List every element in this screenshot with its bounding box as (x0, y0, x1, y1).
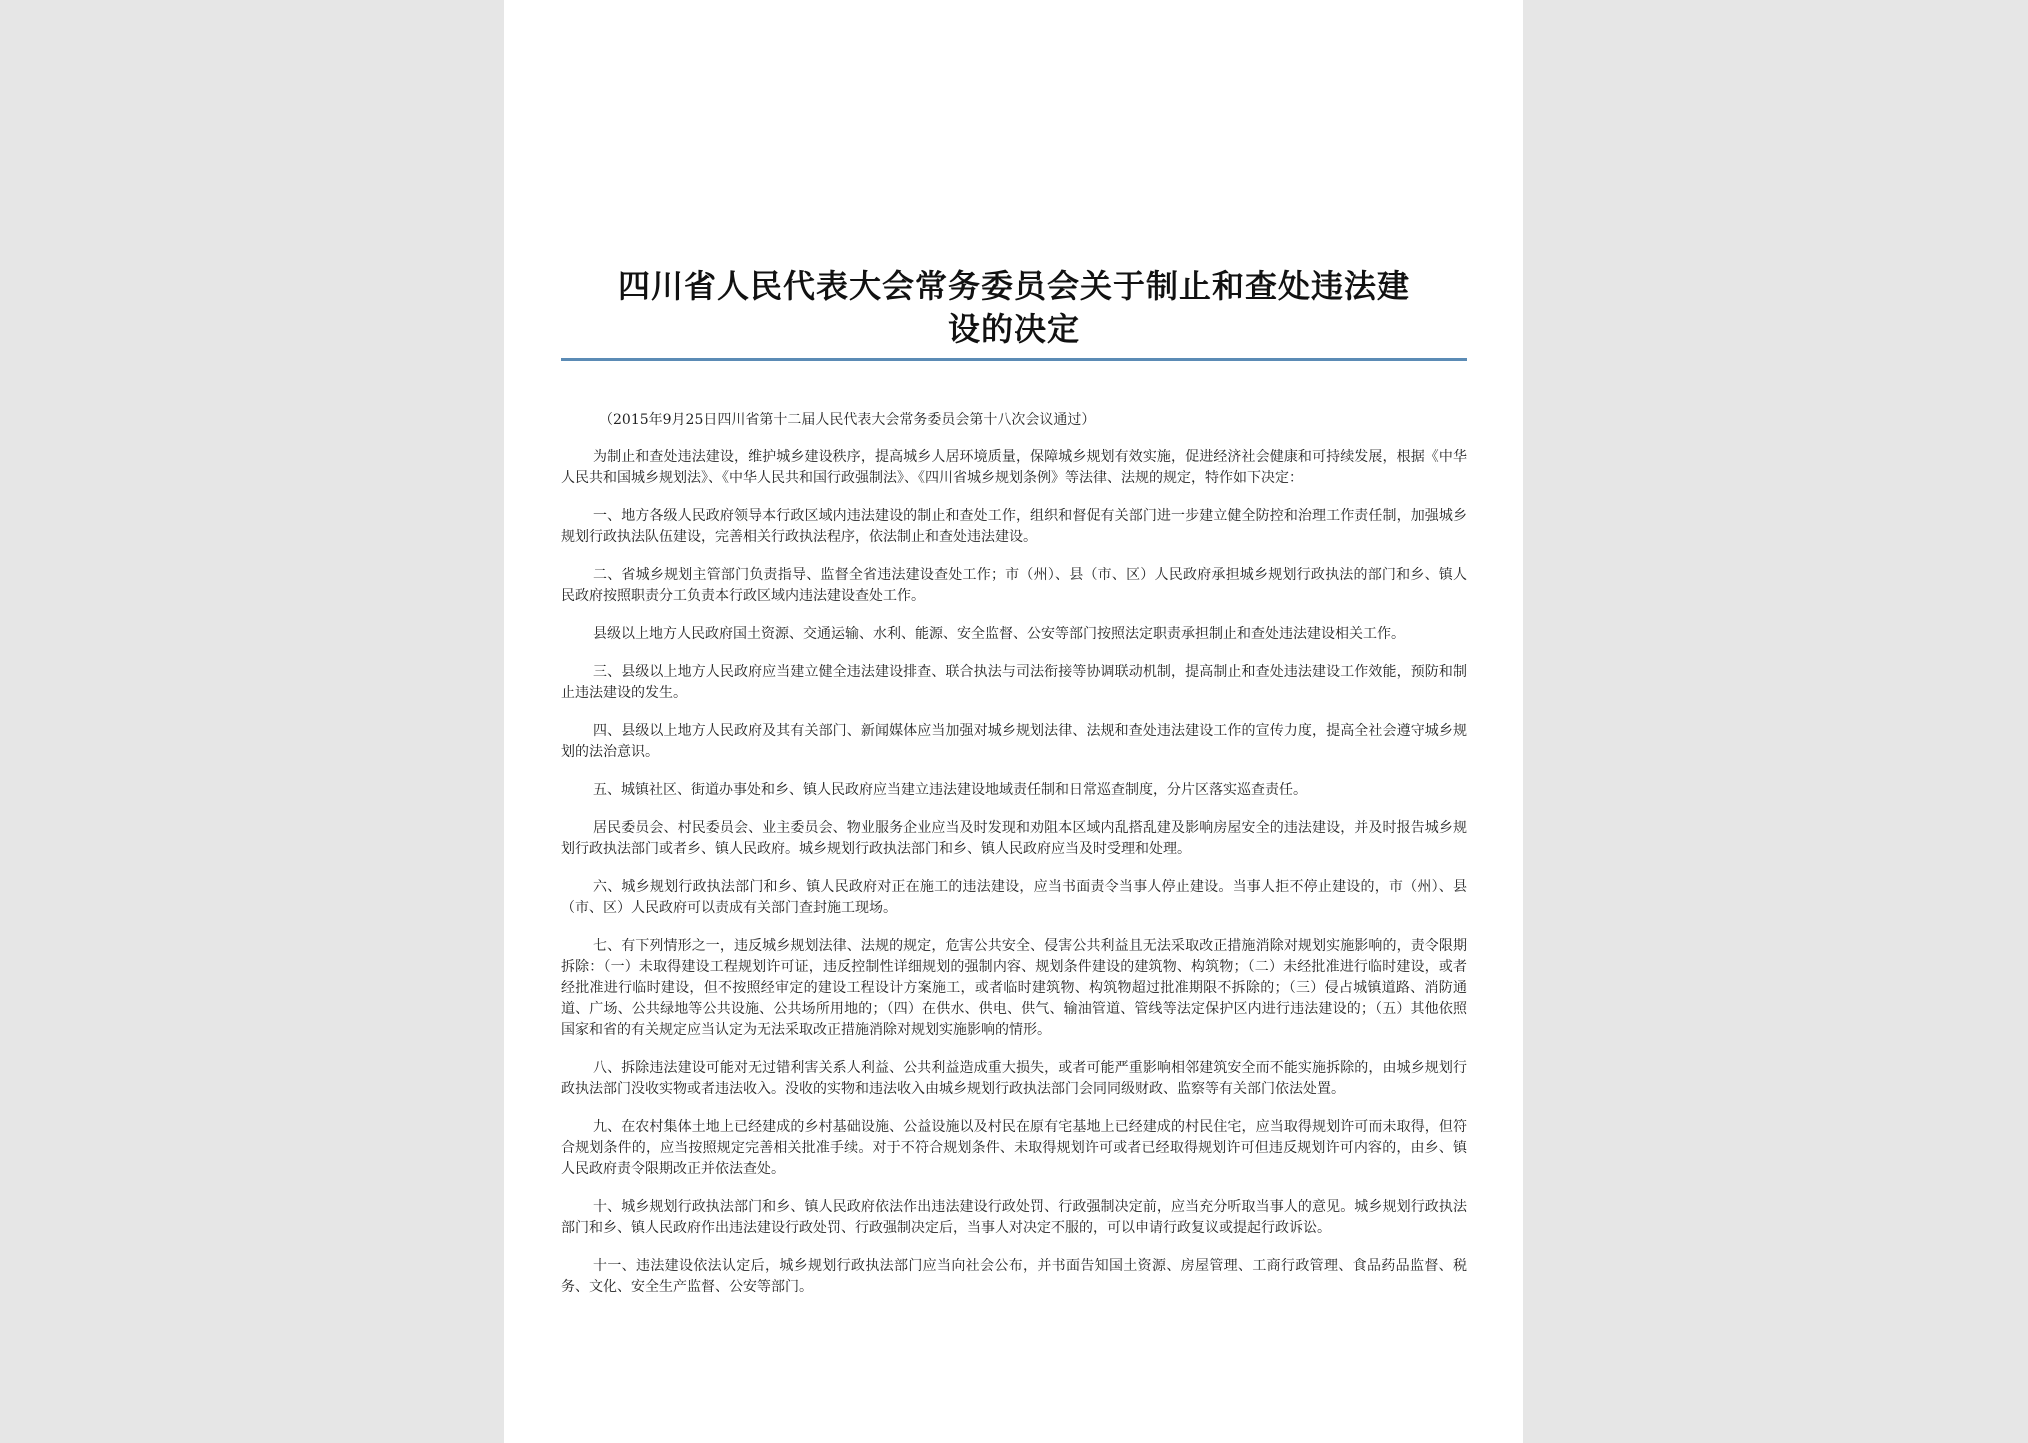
paragraph-article-7: 七、有下列情形之一，违反城乡规划法律、法规的规定，危害公共安全、侵害公共利益且无法采取改正措施消除对规划实施影响的，责令限期拆除：（一）未取得建设工程规划许可证，违反控制性详细规划的强制内容、规划条件建设的建筑物、构筑物；（二）未经批准进行临时建设，或者经批准进行临时建设，但不按照经审定的建设工程设计方案施工，或者临时建筑物、构筑物超过批准期限不拆除的；（三）侵占城镇道路、消防通道、广场、公共绿地等公共设施、公共场所用地的；（四）在供水、供电、供气、输油管道、管线等法定保护区内进行违法建设的；（五）其他依照国家和省的有关规定应当认定为无法采取改正措施消除对规划实施影响的情形。 (561, 938, 1467, 1038)
document-title (561, 265, 1467, 351)
paragraph-article-9: 九、在农村集体土地上已经建成的乡村基础设施、公益设施以及村民在原有宅基地上已经建成的村民住宅，应当取得规划许可而未取得，但符合规划条件的，应当按照规定完善相关批准手续。对于不符合规划条件、未取得规划许可或者已经取得规划许可但违反规划许可内容的，由乡、镇人民政府责令限期改正并依法查处。 (561, 1119, 1467, 1177)
paragraph-article-8: 八、拆除违法建设可能对无过错利害关系人利益、公共利益造成重大损失，或者可能严重影响相邻建筑安全而不能实施拆除的，由城乡规划行政执法部门没收实物或者违法收入。没收的实物和违法收入由城乡规划行政执法部门会同同级财政、监察等有关部门依法处置。 (561, 1060, 1467, 1097)
paragraph-article-4: 四、县级以上地方人民政府及其有关部门、新闻媒体应当加强对城乡规划法律、法规和查处违法建设工作的宣传力度，提高全社会遵守城乡规划的法治意识。 (561, 723, 1467, 760)
document-body (561, 410, 1467, 1315)
title-line-2: 设的决定 (947, 310, 1080, 348)
paragraph-preamble: 为制止和查处违法建设，维护城乡建设秩序，提高城乡人居环境质量，保障城乡规划有效实施，促进经济社会健康和可持续发展，根据《中华人民共和国城乡规划法》、《中华人民共和国行政强制法》、《四川省城乡规划条例》等法律、法规的规定，特作如下决定： (561, 449, 1467, 486)
document-page (504, 0, 1523, 1443)
title-line-1: 四川省人民代表大会常务委员会关于制止和查处违法建 (617, 267, 1410, 305)
paragraph-article-2: 二、省城乡规划主管部门负责指导、监督全省违法建设查处工作；市（州）、县（市、区）人民政府承担城乡规划行政执法的部门和乡、镇人民政府按照职责分工负责本行政区域内违法建设查处工作。 (561, 567, 1467, 604)
paragraph-article-1: 一、地方各级人民政府领导本行政区域内违法建设的制止和查处工作，组织和督促有关部门进一步建立健全防控和治理工作责任制，加强城乡规划行政执法队伍建设，完善相关行政执法程序，依法制止和查处违法建设。 (561, 508, 1467, 545)
paragraph-article-5-cont: 居民委员会、村民委员会、业主委员会、物业服务企业应当及时发现和劝阻本区域内乱搭乱建及影响房屋安全的违法建设，并及时报告城乡规划行政执法部门或者乡、镇人民政府。城乡规划行政执法部门和乡、镇人民政府应当及时受理和处理。 (561, 820, 1467, 857)
paragraph-article-2-cont: 县级以上地方人民政府国土资源、交通运输、水利、能源、安全监督、公安等部门按照法定职责承担制止和查处违法建设相关工作。 (593, 626, 1405, 642)
paragraph-article-6: 六、城乡规划行政执法部门和乡、镇人民政府对正在施工的违法建设，应当书面责令当事人停止建设。当事人拒不停止建设的，市（州）、县（市、区）人民政府可以责成有关部门查封施工现场。 (561, 879, 1467, 916)
adoption-note: （2015年9月25日四川省第十二届人民代表大会常务委员会第十八次会议通过） (599, 412, 1096, 428)
paragraph-article-11: 十一、违法建设依法认定后，城乡规划行政执法部门应当向社会公布，并书面告知国土资源、房屋管理、工商行政管理、食品药品监督、税务、文化、安全生产监督、公安等部门。 (561, 1258, 1467, 1295)
title-divider (561, 358, 1467, 361)
paragraph-article-5: 五、城镇社区、街道办事处和乡、镇人民政府应当建立违法建设地域责任制和日常巡查制度，分片区落实巡查责任。 (593, 782, 1307, 798)
paragraph-article-10: 十、城乡规划行政执法部门和乡、镇人民政府依法作出违法建设行政处罚、行政强制决定前，应当充分听取当事人的意见。城乡规划行政执法部门和乡、镇人民政府作出违法建设行政处罚、行政强制决定后，当事人对决定不服的，可以申请行政复议或提起行政诉讼。 (561, 1199, 1467, 1236)
paragraph-article-3: 三、县级以上地方人民政府应当建立健全违法建设排查、联合执法与司法衔接等协调联动机制，提高制止和查处违法建设工作效能，预防和制止违法建设的发生。 (561, 664, 1467, 701)
